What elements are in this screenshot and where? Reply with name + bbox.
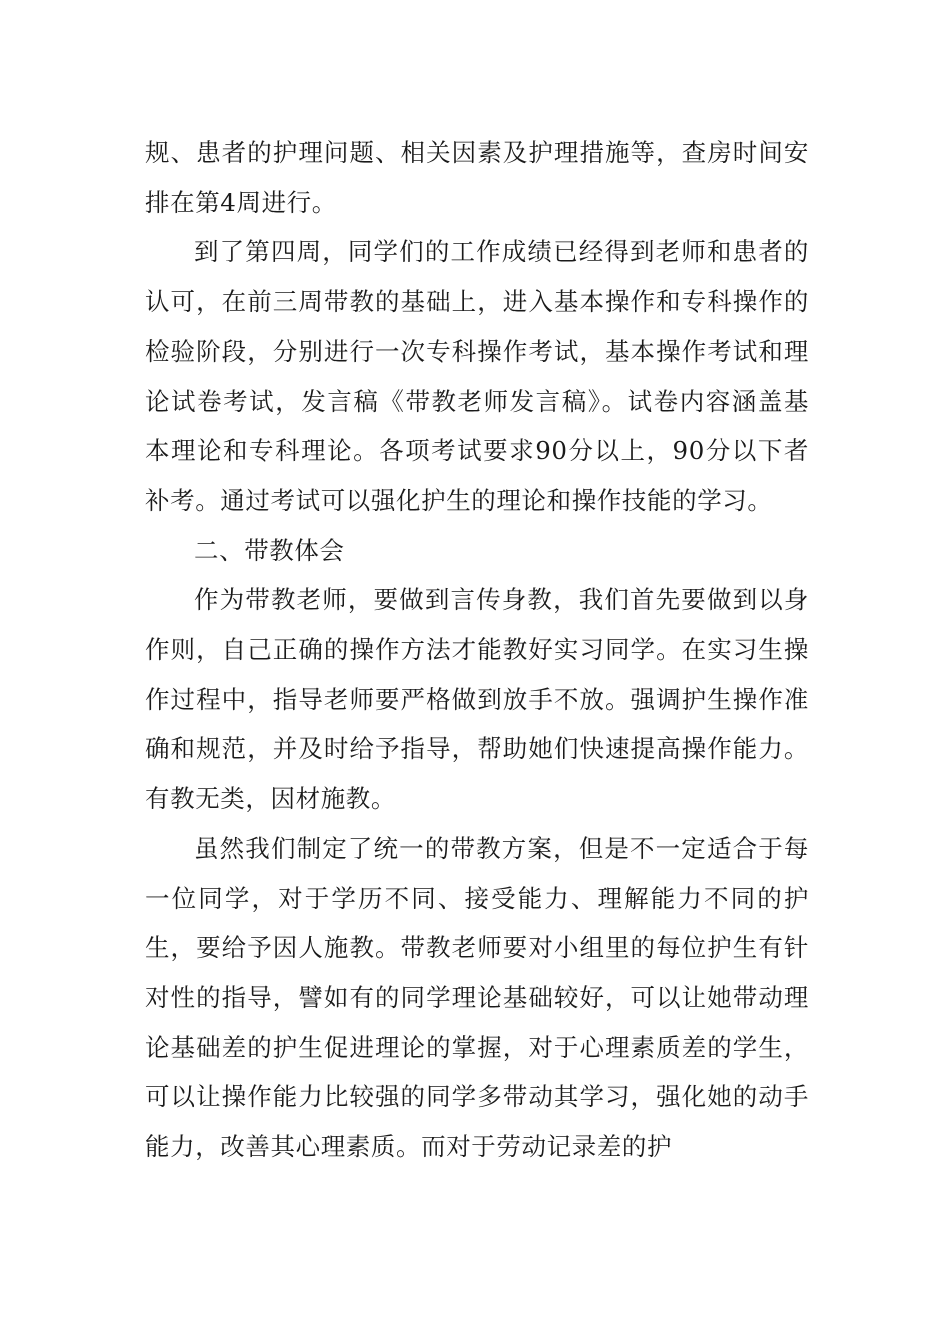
- section-heading-teaching-experience: 二、带教体会: [194, 535, 345, 565]
- paragraph-continued: 规、患者的护理问题、相关因素及护理措施等，查房时间安排在第4周进行。: [145, 138, 809, 217]
- paragraph-lead-by-example: 作为带教老师，要做到言传身教，我们首先要做到以身作则，自己正确的操作方法才能教好实习同学。在实习生操作过程中，指导老师要严格做到放手不放。强调护生操作准确和规范，并及时给予指导，帮助她们快速提高操作能力。有教无类，因材施教。: [145, 585, 809, 814]
- paragraph-fourth-week-exams: 到了第四周，同学们的工作成绩已经得到老师和患者的认可，在前三周带教的基础上，进入基本操作和专科操作的检验阶段，分别进行一次专科操作考试，基本操作考试和理论试卷考试，发言稿《带教老师发言稿》。试卷内容涵盖基本理论和专科理论。各项考试要求90分以上，90分以下者补考。通过考试可以强化护生的理论和操作技能的学习。: [145, 237, 809, 515]
- document-body: [145, 128, 809, 1172]
- paragraph-individualized-teaching: 虽然我们制定了统一的带教方案，但是不一定适合于每一位同学，对于学历不同、接受能力、理解能力不同的护生，要给予因人施教。带教老师要对小组里的每位护生有针对性的指导，譬如有的同学理论基础较好，可以让她带动理论基础差的护生促进理论的掌握，对于心理素质差的学生，可以让操作能力比较强的同学多带动其学习，强化她的动手能力，改善其心理素质。而对于劳动记录差的护: [145, 833, 809, 1162]
